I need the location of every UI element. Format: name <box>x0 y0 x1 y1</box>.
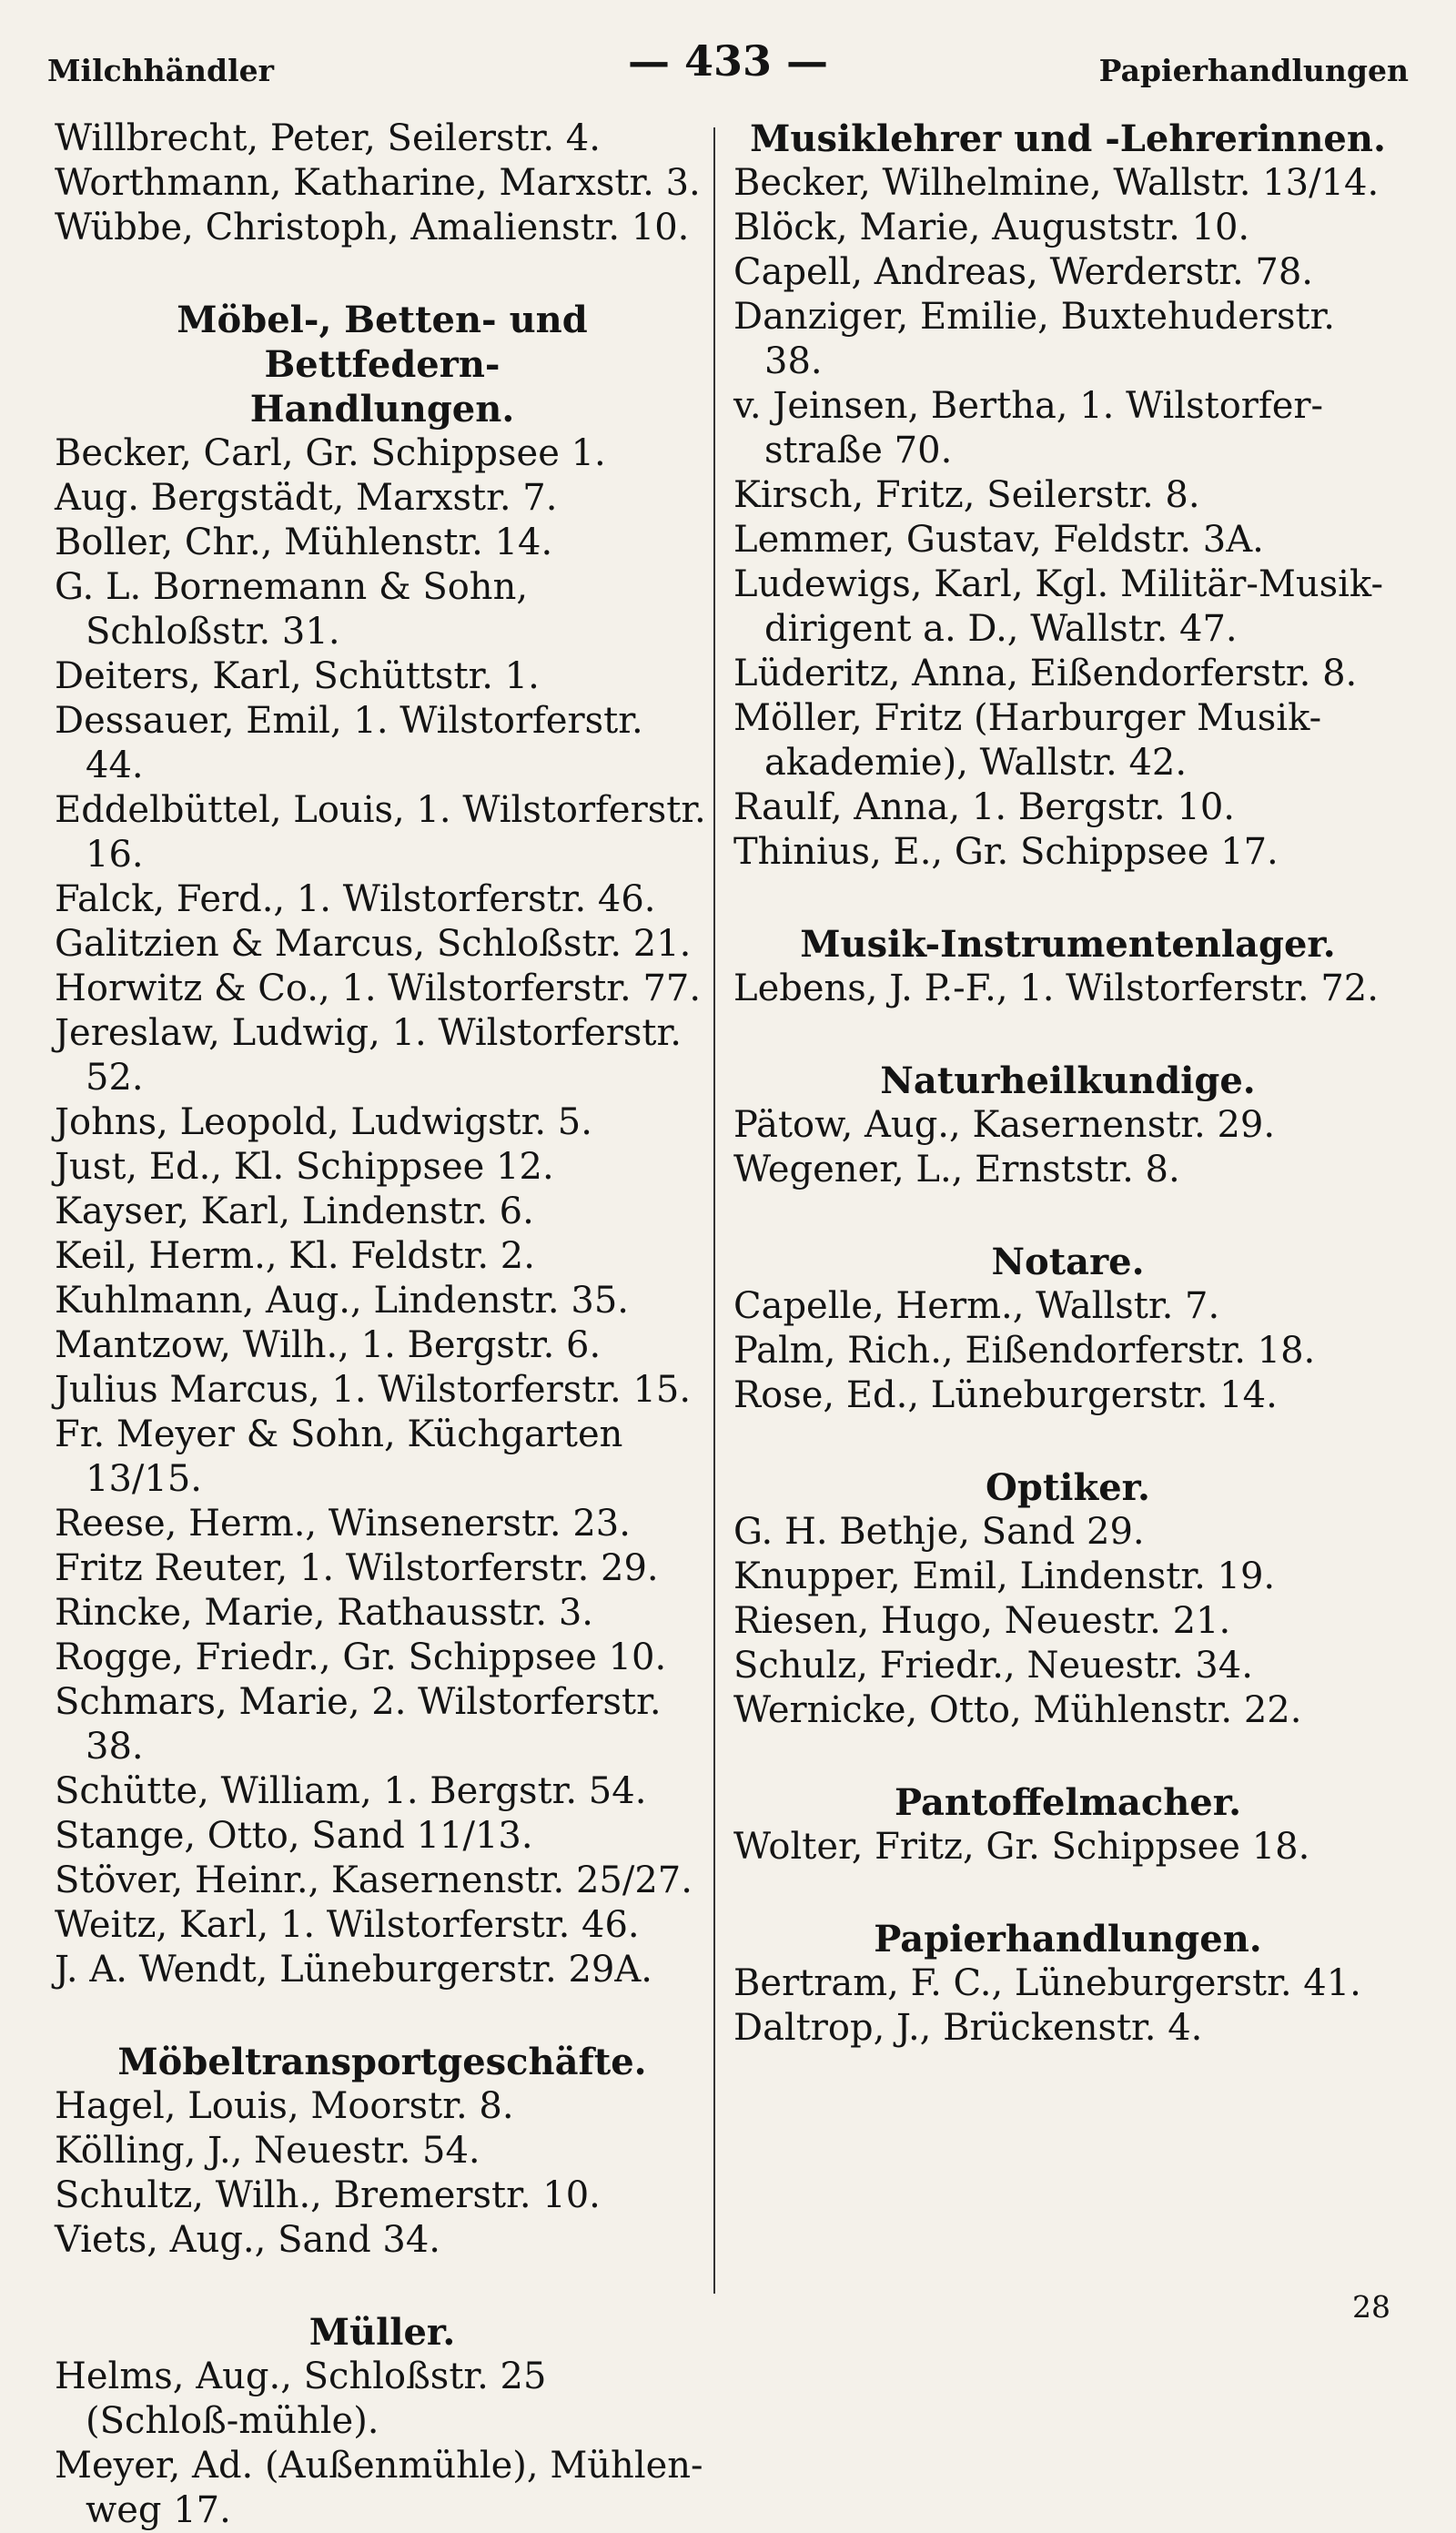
list-item: Willbrecht, Peter, Seilerstr. 4. <box>55 117 601 159</box>
heading-line: Möbel-, Betten- und Bettfedern- <box>177 299 588 386</box>
list-item: Hagel, Louis, Moorstr. 8. <box>55 2085 514 2127</box>
section-gap <box>55 1992 710 2040</box>
list-item: Bertram, F. C., Lüneburgerstr. 41. <box>733 1962 1361 2004</box>
section-heading-notare: Notare. <box>991 1241 1145 1283</box>
page-number: — 433 — <box>627 36 829 86</box>
list-item: Johns, Leopold, Ludwigstr. 5. <box>55 1101 592 1143</box>
list-item: Jereslaw, Ludwig, 1. Wilstorferstr. 52. <box>55 1012 682 1099</box>
list-item: G. H. Bethje, Sand 29. <box>733 1511 1145 1553</box>
list-item: Boller, Chr., Mühlenstr. 14. <box>55 522 553 563</box>
transport-list <box>55 2084 710 2263</box>
signature-mark: 28 <box>1352 2289 1390 2325</box>
list-item: Wernicke, Otto, Mühlenstr. 22. <box>733 1689 1302 1731</box>
list-item: G. L. Bornemann & Sohn, Schloßstr. 31. <box>55 566 529 653</box>
list-item: Schütte, William, 1. Bergstr. 54. <box>55 1770 647 1812</box>
section-heading-optiker: Optiker. <box>986 1466 1150 1509</box>
list-item: Viets, Aug., Sand 34. <box>55 2219 441 2261</box>
list-item: v. Jeinsen, Bertha, 1. Wilstorfer-straße 70. <box>733 385 1324 471</box>
list-item: Capelle, Herm., Wallstr. 7. <box>733 1285 1220 1327</box>
list-item: Mantzow, Wilh., 1. Bergstr. 6. <box>55 1324 602 1366</box>
section-heading-papier: Papierhandlungen. <box>874 1918 1262 1961</box>
section-gap <box>733 1192 1402 1240</box>
section-heading-musiklehrer: Musiklehrer und -Lehrerinnen. <box>750 117 1386 160</box>
section-gap <box>733 1869 1402 1917</box>
list-item: Lemmer, Gustav, Feldstr. 3A. <box>733 519 1264 561</box>
page-header <box>47 36 1409 100</box>
milch-list <box>55 117 710 250</box>
list-item: Helms, Aug., Schloßstr. 25 (Schloß-mühle). <box>55 2356 547 2442</box>
musiklehrer-list <box>733 161 1402 875</box>
list-item: Lebens, J. P.-F., 1. Wilstorferstr. 72. <box>733 968 1379 1009</box>
list-item: Kirsch, Fritz, Seilerstr. 8. <box>733 474 1200 516</box>
list-item: Ludewigs, Karl, Kgl. Militär-Musik-dirigent a. D., Wallstr. 47. <box>733 563 1383 650</box>
column-divider <box>713 127 715 2294</box>
section-heading-mueller: Müller. <box>308 2311 456 2354</box>
list-item: Wolter, Fritz, Gr. Schippsee 18. <box>733 1826 1310 1868</box>
list-item: Danziger, Emilie, Buxtehuderstr. 38. <box>733 296 1336 382</box>
list-item: Aug. Bergstädt, Marxstr. 7. <box>55 477 558 519</box>
list-item: Kayser, Karl, Lindenstr. 6. <box>55 1191 534 1232</box>
optiker-list <box>733 1510 1402 1733</box>
list-item: Becker, Carl, Gr. Schippsee 1. <box>55 432 606 474</box>
section-heading-transport: Möbeltransportgeschäfte. <box>117 2041 647 2083</box>
section-gap <box>55 2263 710 2310</box>
list-item: Stöver, Heinr., Kasernenstr. 25/27. <box>55 1859 693 1901</box>
heading-line: Handlungen. <box>249 388 515 431</box>
list-item: Dessauer, Emil, 1. Wilstorferstr. 44. <box>55 700 643 786</box>
list-item: Palm, Rich., Eißendorferstr. 18. <box>733 1330 1316 1372</box>
mueller-list <box>55 2355 710 2533</box>
list-item: Just, Ed., Kl. Schippsee 12. <box>55 1146 554 1188</box>
section-gap <box>733 1418 1402 1465</box>
list-item: Schulz, Friedr., Neuestr. 34. <box>733 1645 1253 1687</box>
list-item: Schultz, Wilh., Bremerstr. 10. <box>55 2174 601 2216</box>
list-item: Eddelbüttel, Louis, 1. Wilstorferstr. 16. <box>55 789 706 876</box>
list-item: Weitz, Karl, 1. Wilstorferstr. 46. <box>55 1904 640 1946</box>
list-item: Falck, Ferd., 1. Wilstorferstr. 46. <box>55 878 656 920</box>
notare-list <box>733 1284 1402 1418</box>
list-item: Kuhlmann, Aug., Lindenstr. 35. <box>55 1280 629 1322</box>
list-item: Capell, Andreas, Werderstr. 78. <box>733 251 1314 293</box>
list-item: Wegener, L., Ernststr. 8. <box>733 1149 1180 1191</box>
list-item: Pätow, Aug., Kasernenstr. 29. <box>733 1104 1276 1146</box>
section-gap <box>733 1733 1402 1780</box>
list-item: Deiters, Karl, Schüttstr. 1. <box>55 655 540 697</box>
list-item: Wübbe, Christoph, Amalienstr. 10. <box>55 207 690 248</box>
list-item: Fr. Meyer & Sohn, Küchgarten 13/15. <box>55 1413 623 1500</box>
list-item: Blöck, Marie, Auguststr. 10. <box>733 207 1250 248</box>
list-item: Reese, Herm., Winsenerstr. 23. <box>55 1503 631 1545</box>
list-item: Riesen, Hugo, Neuestr. 21. <box>733 1600 1231 1642</box>
list-item: Thinius, E., Gr. Schippsee 17. <box>733 831 1279 873</box>
list-item: Kölling, J., Neuestr. 54. <box>55 2130 480 2172</box>
list-item: Becker, Wilhelmine, Wallstr. 13/14. <box>733 162 1380 204</box>
section-heading-moebel <box>55 298 710 431</box>
naturheil-list <box>733 1103 1402 1192</box>
pantoffel-list <box>733 1825 1402 1869</box>
instrumente-list <box>733 967 1402 1011</box>
left-column <box>55 117 710 2533</box>
list-item: Meyer, Ad. (Außenmühle), Mühlen-weg 17. <box>55 2445 703 2531</box>
list-item: Rogge, Friedr., Gr. Schippsee 10. <box>55 1636 667 1678</box>
section-heading-pantoffel: Pantoffelmacher. <box>894 1781 1242 1824</box>
section-gap <box>733 875 1402 922</box>
section-gap <box>733 1011 1402 1059</box>
list-item: Raulf, Anna, 1. Bergstr. 10. <box>733 786 1235 828</box>
list-item: Rincke, Marie, Rathausstr. 3. <box>55 1592 594 1634</box>
list-item: Schmars, Marie, 2. Wilstorferstr. 38. <box>55 1681 662 1768</box>
header-right: Papierhandlungen <box>1098 53 1409 88</box>
section-heading-instrumente: Musik-Instrumentenlager. <box>800 923 1336 966</box>
list-item: Keil, Herm., Kl. Feldstr. 2. <box>55 1235 535 1277</box>
header-left: Milchhändler <box>47 53 275 88</box>
moebel-list <box>55 431 710 1992</box>
list-item: Daltrop, J., Brückenstr. 4. <box>733 2007 1203 2049</box>
list-item: Julius Marcus, 1. Wilstorferstr. 15. <box>55 1369 692 1411</box>
list-item: J. A. Wendt, Lüneburgerstr. 29A. <box>55 1949 652 1991</box>
papier-list <box>733 1961 1402 2051</box>
list-item: Möller, Fritz (Harburger Musik-akademie), Wallstr. 42. <box>733 697 1322 784</box>
list-item: Stange, Otto, Sand 11/13. <box>55 1815 533 1857</box>
list-item: Galitzien & Marcus, Schloßstr. 21. <box>55 923 692 965</box>
list-item: Worthmann, Katharine, Marxstr. 3. <box>55 162 701 204</box>
right-column <box>733 117 1402 2051</box>
section-gap <box>55 250 710 298</box>
section-heading-naturheil: Naturheilkundige. <box>880 1059 1256 1102</box>
list-item: Lüderitz, Anna, Eißendorferstr. 8. <box>733 653 1358 694</box>
list-item: Fritz Reuter, 1. Wilstorferstr. 29. <box>55 1547 659 1589</box>
list-item: Horwitz & Co., 1. Wilstorferstr. 77. <box>55 968 702 1009</box>
list-item: Knupper, Emil, Lindenstr. 19. <box>733 1555 1276 1597</box>
list-item: Rose, Ed., Lüneburgerstr. 14. <box>733 1374 1278 1416</box>
